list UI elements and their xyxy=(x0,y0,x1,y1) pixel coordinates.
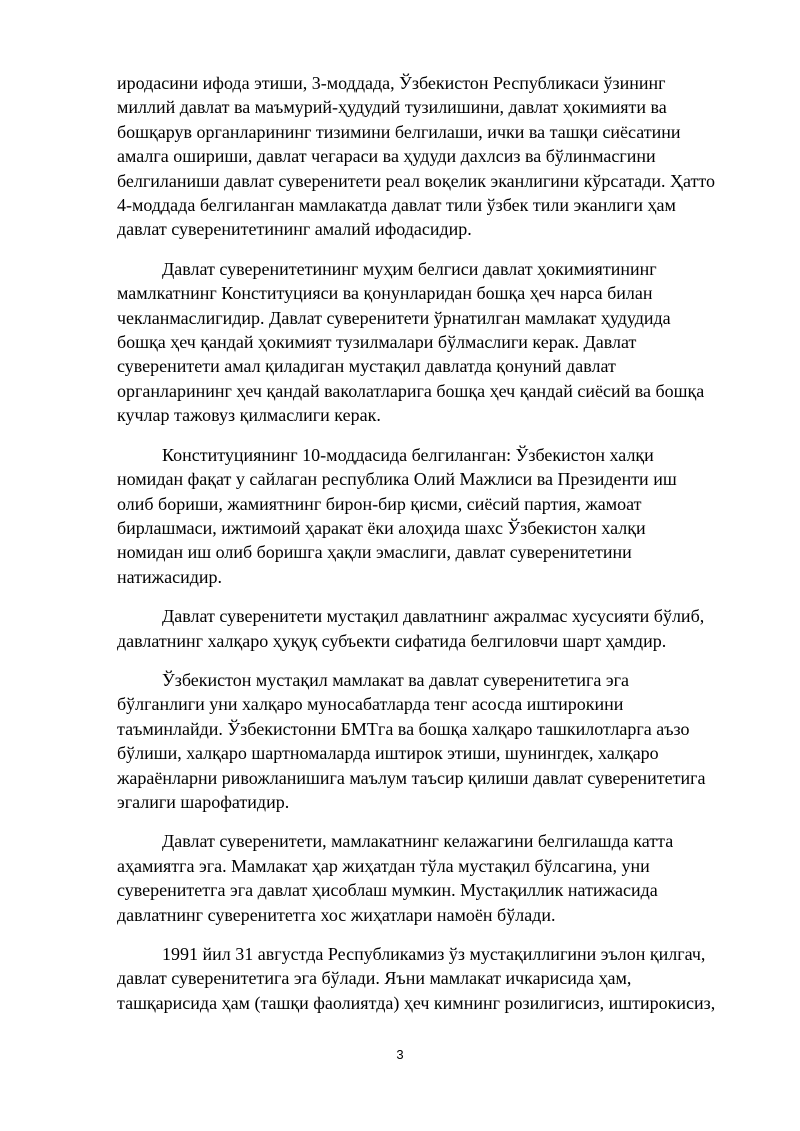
text-line: 1991 йил 31 августда Республикамиз ўз мустақиллигини эълон қилгач, xyxy=(162,944,706,964)
text-line: ташқарисида ҳам (ташқи фаолиятда) ҳеч кимнинг розилигисиз, иштирокисиз, xyxy=(117,992,716,1013)
text-line: органларининг ҳеч қандай ваколатларига бошқа ҳеч қандай сиёсий ва бошқа xyxy=(117,380,705,401)
text-line: Давлат суверенитетининг муҳим белгиси давлат ҳокимиятининг xyxy=(162,258,657,279)
text-line: аҳамиятга эга. Мамлакат ҳар жиҳатдан тўла мустақил бўлсагина, уни xyxy=(117,855,650,876)
text-line: олиб бориши, жамиятнинг бирон-бир қисми, сиёсий партия, жамоат xyxy=(117,493,642,514)
page-number: 3 xyxy=(396,1047,404,1062)
text-line: бирлашмаси, ижтимоий ҳаракат ёки алоҳида шахс Ўзбекистон халқи xyxy=(117,517,646,538)
text-line: Давлат суверенитети мустақил давлатнинг ажралмас хусусияти бўлиб, xyxy=(162,606,705,627)
text-line: давлатнинг суверенитетга хос жиҳатлари намоён бўлади. xyxy=(117,904,556,925)
text-line: номидан иш олиб боришга ҳақли эмаслиги, давлат суверенитетини xyxy=(117,542,632,563)
text-line: 4-моддада белгиланган мамлакатда давлат тили ўзбек тили эканлиги ҳам xyxy=(117,195,676,216)
text-line: миллий давлат ва маъмурий-ҳудудий тузилишини, давлат ҳокимияти ва xyxy=(117,97,667,118)
text-line: иродасини ифода этиши, 3-моддада, Ўзбекистон Республикаси ўзининг xyxy=(117,73,666,93)
text-line: таъминлайди. Ўзбекистонни БМТга ва бошқа халқаро ташкилотларга аъзо xyxy=(117,718,690,739)
text-line: давлатнинг халқаро ҳуқуқ субъекти сифатида белгиловчи шарт ҳамдир. xyxy=(117,630,667,651)
text-line: Конституциянинг 10-моддасида белгиланган: Ўзбекистон халқи xyxy=(162,444,654,465)
paragraph xyxy=(117,443,742,589)
text-line: суверенитетга эга давлат ҳисоблаш мумкин. Мустақиллик натижасида xyxy=(117,880,658,901)
text-line: давлат суверенитетининг амалий ифодасидир. xyxy=(117,219,472,240)
text-line: эгалиги шарофатидир. xyxy=(117,791,290,812)
text-line: бўлиши, халқаро шартномаларда иштирок этиши, шунингдек, халқаро xyxy=(117,743,659,764)
paragraph xyxy=(117,71,742,242)
paragraph xyxy=(117,829,742,927)
text-line: бошқа ҳеч қандай ҳокимият тузилмалари бўлмаслиги керак. Давлат xyxy=(117,332,637,353)
text-line: амалга ошириши, давлат чегараси ва ҳудуди дахлсиз ва бўлинмасгини xyxy=(117,146,656,167)
text-line: натижасидир. xyxy=(117,566,222,587)
paragraph xyxy=(117,257,742,428)
text-line: бошқарув органларининг тизимини белгилаши, ички ва ташқи сиёсатини xyxy=(117,121,681,142)
text-line: номидан фақат у сайлаган республика Олий Мажлиси ва Президенти иш xyxy=(117,469,677,490)
text-line: суверенитети амал қиладиган мустақил давлатда қонуний давлат xyxy=(117,356,616,377)
text-line: жараёнларни ривожланишига маълум таъсир қилиши давлат суверенитетига xyxy=(117,767,706,788)
text-line: Давлат суверенитети, мамлакатнинг келажагини белгилашда катта xyxy=(162,831,674,852)
paragraph xyxy=(117,942,742,1015)
paragraph xyxy=(117,668,742,814)
paragraph xyxy=(117,604,742,653)
text-line: чекланмаслигидир. Давлат суверенитети ўрнатилган мамлакат ҳудудида xyxy=(117,307,671,328)
text-line: белгиланиши давлат суверенитети реал воқелик эканлигини кўрсатади. Ҳатто xyxy=(117,170,716,191)
text-line: мамлкатнинг Конституцияси ва қонунларидан бошқа ҳеч нарса билан xyxy=(117,283,653,304)
text-line: давлат суверенитетига эга бўлади. Яъни мамлакат ичкарисида ҳам, xyxy=(117,968,632,989)
text-line: кучлар тажовуз қилмаслиги керак. xyxy=(117,405,381,426)
text-line: бўлганлиги уни халқаро муносабатларда тенг асосда иштирокини xyxy=(117,694,624,715)
body-text xyxy=(117,71,742,1030)
text-line: Ўзбекистон мустақил мамлакат ва давлат суверенитетига эга xyxy=(162,669,629,690)
